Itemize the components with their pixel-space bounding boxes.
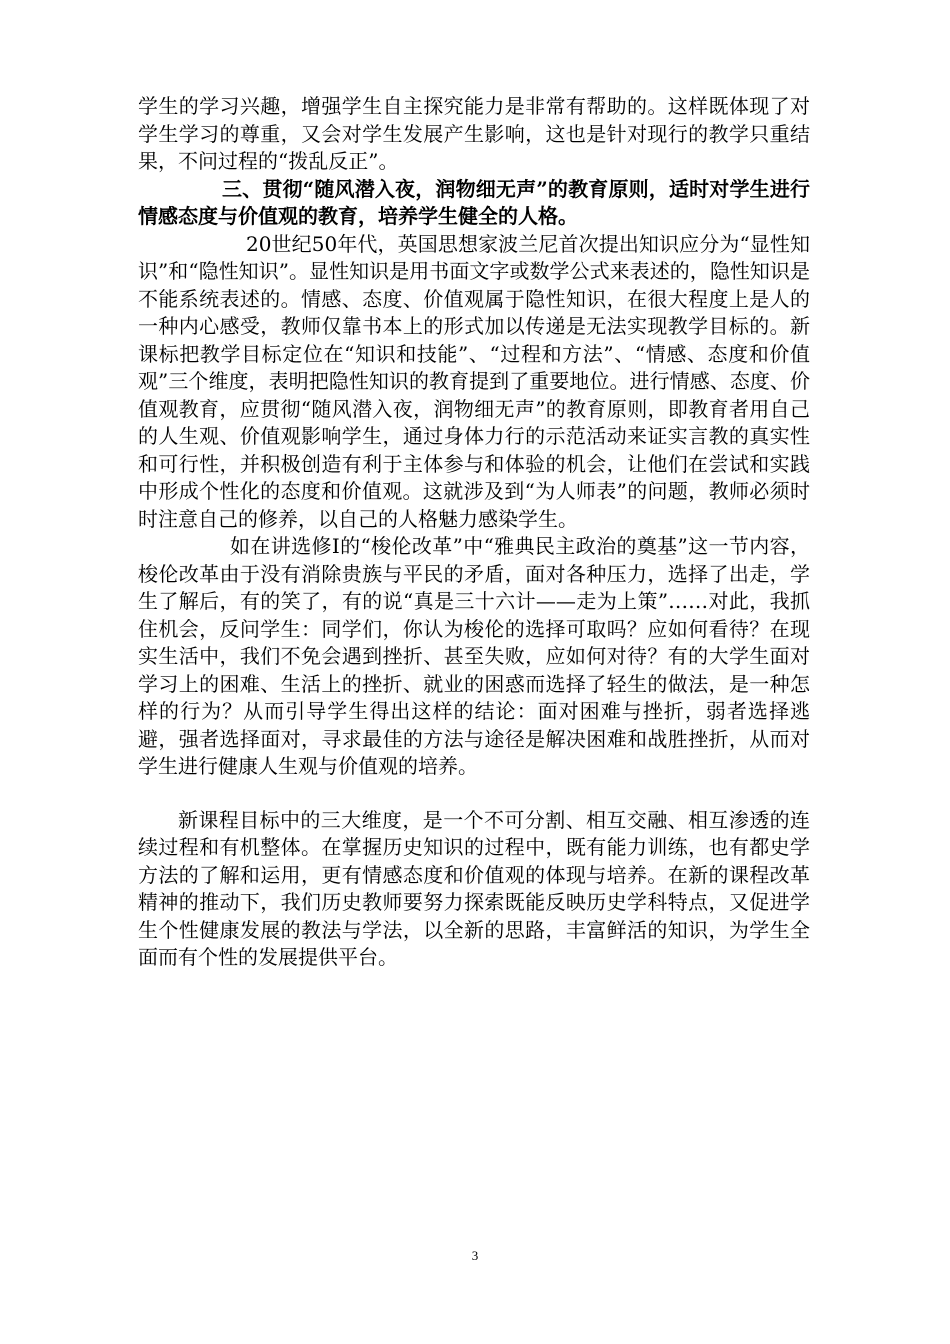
section-heading-3: 三、贯彻“随风潜入夜，润物细无声”的教育原则，适时对学生进行情感态度与价值观的教育，培养学生健全的人格。 bbox=[138, 176, 810, 228]
paragraph-solon-example: 如在讲选修Ⅰ的“梭伦改革”中“雅典民主政治的奠基”这一节内容，梭伦改革由于没有消除贵族与平民的矛盾，面对各种压力，选择了出走，学生了解后，有的笑了，有的说“真是三十六计——走为上策”……对此，我抓住机会，反问学生：同学们，你认为梭伦的选择可取吗？应如何看待？在现实生活中，我们不免会遇到挫折、甚至失败，应如何对待？有的大学生面对学习上的困难、生活上的挫折、就业的困惑而选择了轻生的做法，是一种怎样的行为？从而引导学生得出这样的结论：面对困难与挫折，弱者选择逃避，强者选择面对，寻求最佳的方法与途径是解决困难和战胜挫折，从而对学生进行健康人生观与价值观的培养。 bbox=[138, 534, 810, 778]
paragraph-continuation: 学生的学习兴趣，增强学生自主探究能力是非常有帮助的。这样既体现了对学生学习的尊重，又会对学生发展产生影响，这也是针对现行的教学只重结果，不问过程的“拨乱反正”。 bbox=[138, 94, 810, 173]
paragraph-spacer bbox=[138, 781, 810, 807]
paragraph-conclusion: 新课程目标中的三大维度，是一个不可分割、相互交融、相互渗透的连续过程和有机整体。在掌握历史知识的过程中，既有能力训练，也有都史学方法的了解和运用，更有情感态度和价值观的体现与培养。在新的课程改革精神的推动下，我们历史教师要努力探索既能反映历史学科特点，又促进学生个性健康发展的教法与学法，以全新的思路，丰富鲜活的知识，为学生全面而有个性的发展提供平台。 bbox=[138, 807, 810, 969]
page-number: 3 bbox=[471, 1248, 479, 1263]
document-body bbox=[138, 93, 810, 972]
paragraph-tacit-knowledge: 20世纪50年代，英国思想家波兰尼首次提出知识应分为“显性知识”和“隐性知识”。显性知识是用书面文字或数学公式来表述的，隐性知识是不能系统表述的。情感、态度、价值观属于隐性知识，在很大程度上是人的一种内心感受，教师仅靠书本上的形式加以传递是无法实现教学目标的。新课标把教学目标定位在“知识和技能”、“过程和方法”、“情感、态度和价值观”三个维度，表明把隐性知识的教育提到了重要地位。进行情感、态度、价值观教育，应贯彻“随风潜入夜，润物细无声”的教育原则，即教育者用自己的人生观、价值观影响学生，通过身体力行的示范活动来证实言教的真实性和可行性，并积极创造有利于主体参与和体验的机会，让他们在尝试和实践中形成个性化的态度和价值观。这就涉及到“为人师表”的问题，教师必须时时注意自己的修养，以自己的人格魅力感染学生。 bbox=[138, 231, 810, 531]
